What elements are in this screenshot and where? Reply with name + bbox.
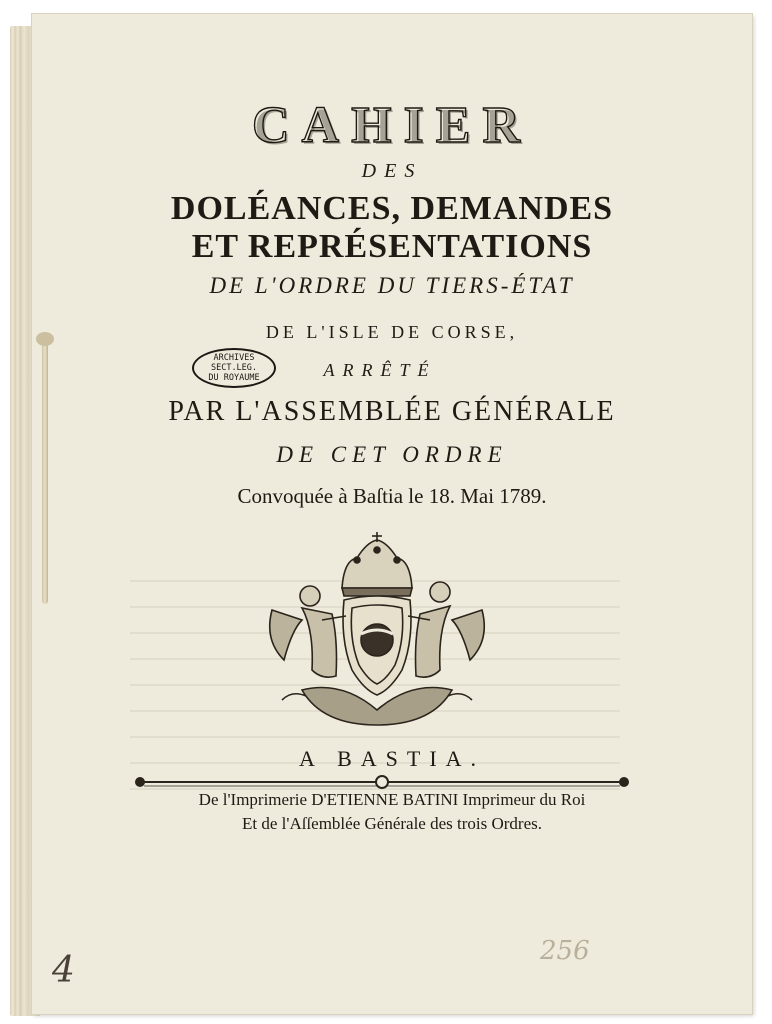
stamp-line-3: DU ROYAUME [208,373,260,383]
line-doleances: DOLÉANCES, DEMANDES [170,190,614,227]
line-assemblee: PAR L'ASSEMBLÉE GÉNÉRALE [168,396,616,427]
line-ordre: DE L'ORDRE DU TIERS-ÉTAT [209,273,575,298]
line-place: A BASTIA. [298,746,486,771]
stamp-line-2: SECT.LEG. [210,363,258,373]
ornamental-rule-icon [132,772,632,792]
crest-icon [262,530,492,730]
line-convoquee: Convoquée à Baſtia le 18. Mai 1789. [237,484,547,508]
line-arrete: ARRÊTÉ [323,360,437,380]
stamp-line-1: ARCHIVES [213,353,255,363]
line-representations: ET REPRÉSENTATIONS [191,228,593,265]
line-isle: DE L'ISLE DE CORSE, [265,322,519,342]
handwritten-number-left: 4 [52,950,75,991]
handwritten-number-right: 256 [540,936,590,966]
binding-thread [42,338,48,604]
imprint-line-2: Et de l'Aſſemblée Générale des trois Ordres. [242,814,542,833]
line-cet-ordre: DE CET ORDRE [276,442,508,467]
line-des: DES [361,160,423,182]
archives-stamp [192,348,276,388]
document-title: CAHIER [251,97,533,154]
imprint-line-1: De l'Imprimerie D'ETIENNE BATINI Imprimeur du Roi [198,790,586,809]
